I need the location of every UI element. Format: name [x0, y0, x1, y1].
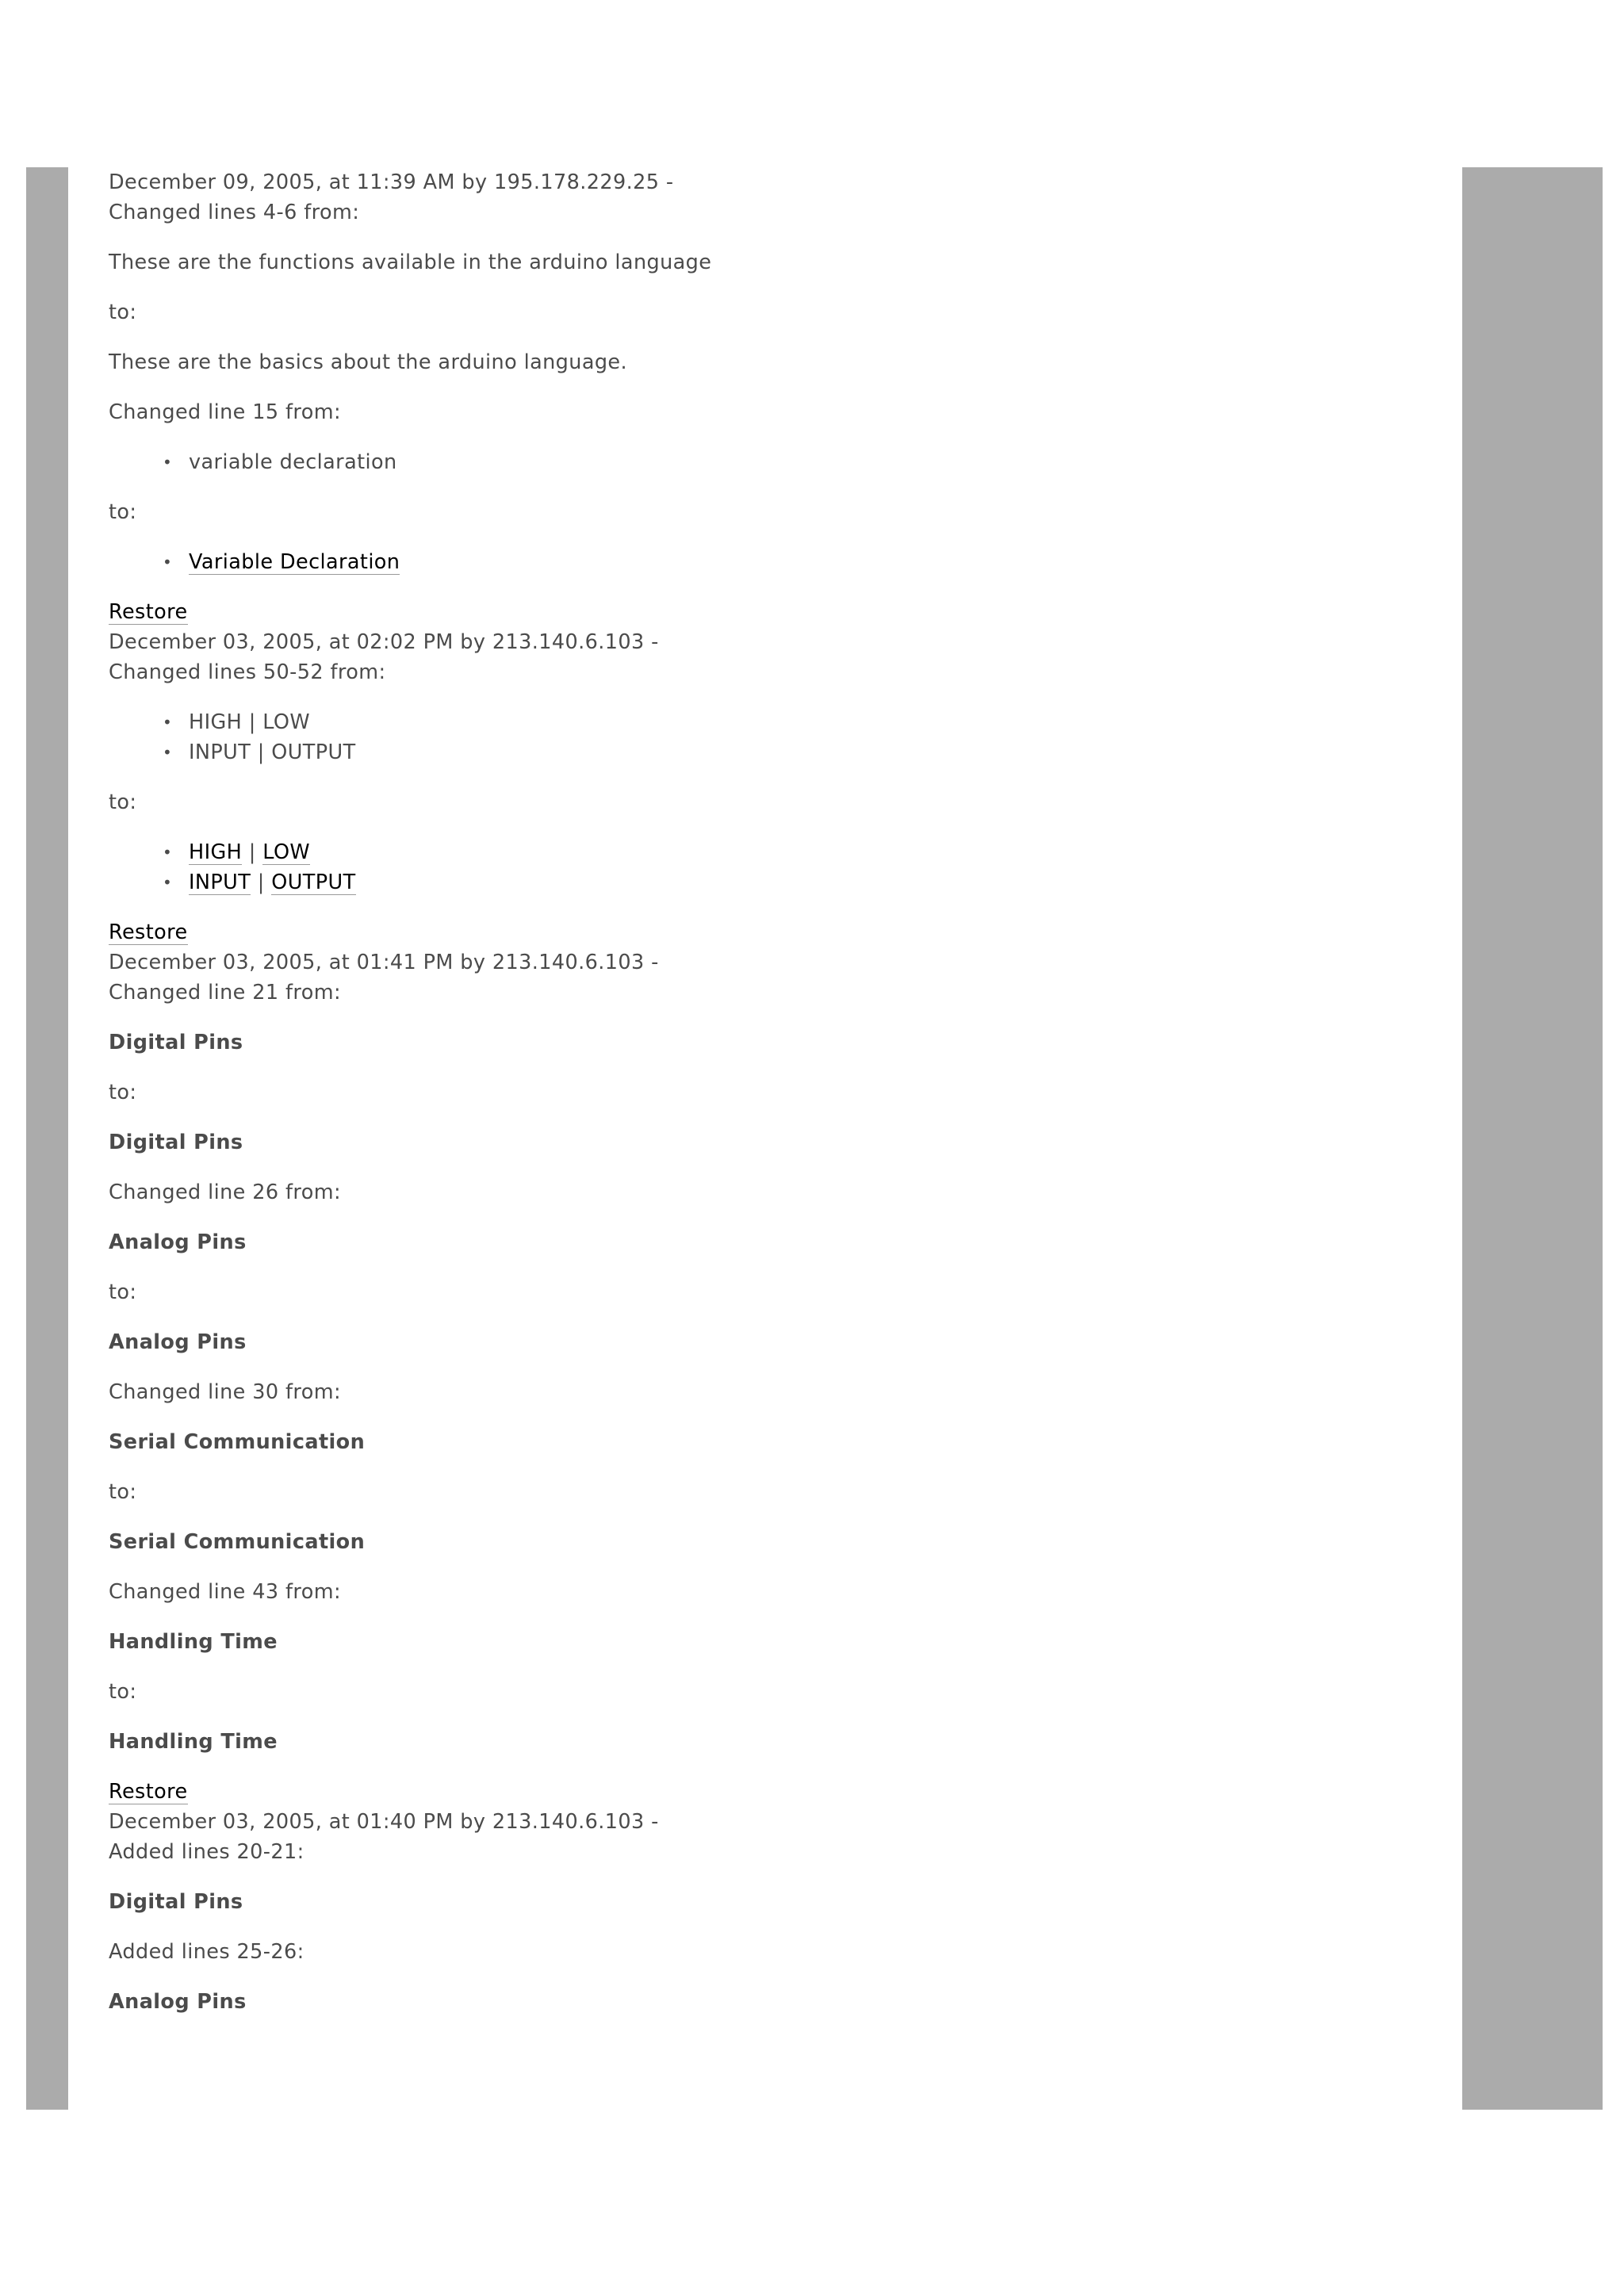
variable-declaration-link[interactable]: Variable Declaration: [189, 550, 400, 574]
restore-link[interactable]: Restore: [109, 600, 188, 624]
restore-link[interactable]: Restore: [109, 1780, 188, 1804]
right-margin-bar: [1462, 167, 1603, 2110]
entry-header: December 03, 2005, at 01:41 PM by 213.140.6.103 -: [109, 951, 659, 974]
change-description: Changed lines 50-52 from:: [109, 660, 386, 684]
diff-to-label: to:: [109, 790, 137, 814]
diff-from-text: These are the functions available in the arduino language: [109, 251, 712, 274]
diff-to-heading: Analog Pins: [109, 1330, 247, 1354]
diff-from-heading: Serial Communication: [109, 1430, 366, 1454]
diff-to-heading: Handling Time: [109, 1730, 278, 1754]
diff-to-label: to:: [109, 500, 137, 524]
entry-header: December 03, 2005, at 01:40 PM by 213.140.6.103 -: [109, 1810, 659, 1834]
diff-to-label: to:: [109, 1680, 137, 1704]
input-link[interactable]: INPUT: [189, 871, 251, 894]
entry-header: December 09, 2005, at 11:39 AM by 195.178.229.25 -: [109, 170, 674, 194]
change-description: Changed line 26 from:: [109, 1181, 341, 1204]
change-description: Changed line 15 from:: [109, 400, 341, 424]
diff-to-label: to:: [109, 300, 137, 324]
diff-from-heading: Digital Pins: [109, 1031, 243, 1054]
change-description: Changed line 43 from:: [109, 1580, 341, 1604]
separator: |: [242, 840, 263, 864]
low-link[interactable]: LOW: [262, 840, 311, 864]
diff-to-list: [109, 547, 1441, 577]
diff-from-heading: Analog Pins: [109, 1230, 247, 1254]
restore-link-row: [109, 1777, 1441, 1807]
list-item: • variable declaration: [189, 447, 1441, 477]
change-description: Changed line 21 from:: [109, 981, 341, 1004]
change-description: Added lines 20-21:: [109, 1840, 304, 1864]
output-link[interactable]: OUTPUT: [271, 871, 356, 894]
change-description: Added lines 25-26:: [109, 1940, 304, 1964]
restore-link-row: [109, 917, 1441, 947]
list-item: [189, 837, 1441, 867]
diff-to-text: These are the basics about the arduino language.: [109, 350, 628, 374]
added-heading: Analog Pins: [109, 1990, 247, 2014]
high-link[interactable]: HIGH: [189, 840, 243, 864]
change-description: Changed line 30 from:: [109, 1380, 341, 1404]
added-heading: Digital Pins: [109, 1890, 243, 1914]
entry-header: December 03, 2005, at 02:02 PM by 213.140.6.103 -: [109, 630, 659, 654]
list-item: [189, 867, 1441, 897]
page-history-content: [109, 167, 1441, 2037]
change-description: Changed lines 4-6 from:: [109, 201, 360, 224]
diff-to-label: to:: [109, 1480, 137, 1504]
separator: |: [251, 871, 272, 894]
diff-from-list: [109, 707, 1441, 767]
diff-to-label: to:: [109, 1081, 137, 1104]
diff-to-heading: Digital Pins: [109, 1131, 243, 1154]
left-margin-bar: [26, 167, 68, 2110]
diff-to-label: to:: [109, 1280, 137, 1304]
diff-from-heading: Handling Time: [109, 1630, 278, 1654]
restore-link-row: [109, 597, 1441, 627]
diff-to-heading: Serial Communication: [109, 1530, 366, 1554]
list-item: • HIGH | LOW: [189, 707, 1441, 737]
diff-from-list: [109, 447, 1441, 477]
restore-link[interactable]: Restore: [109, 920, 188, 944]
list-item: • INPUT | OUTPUT: [189, 737, 1441, 767]
list-item: [189, 547, 1441, 577]
diff-to-list: [109, 837, 1441, 897]
